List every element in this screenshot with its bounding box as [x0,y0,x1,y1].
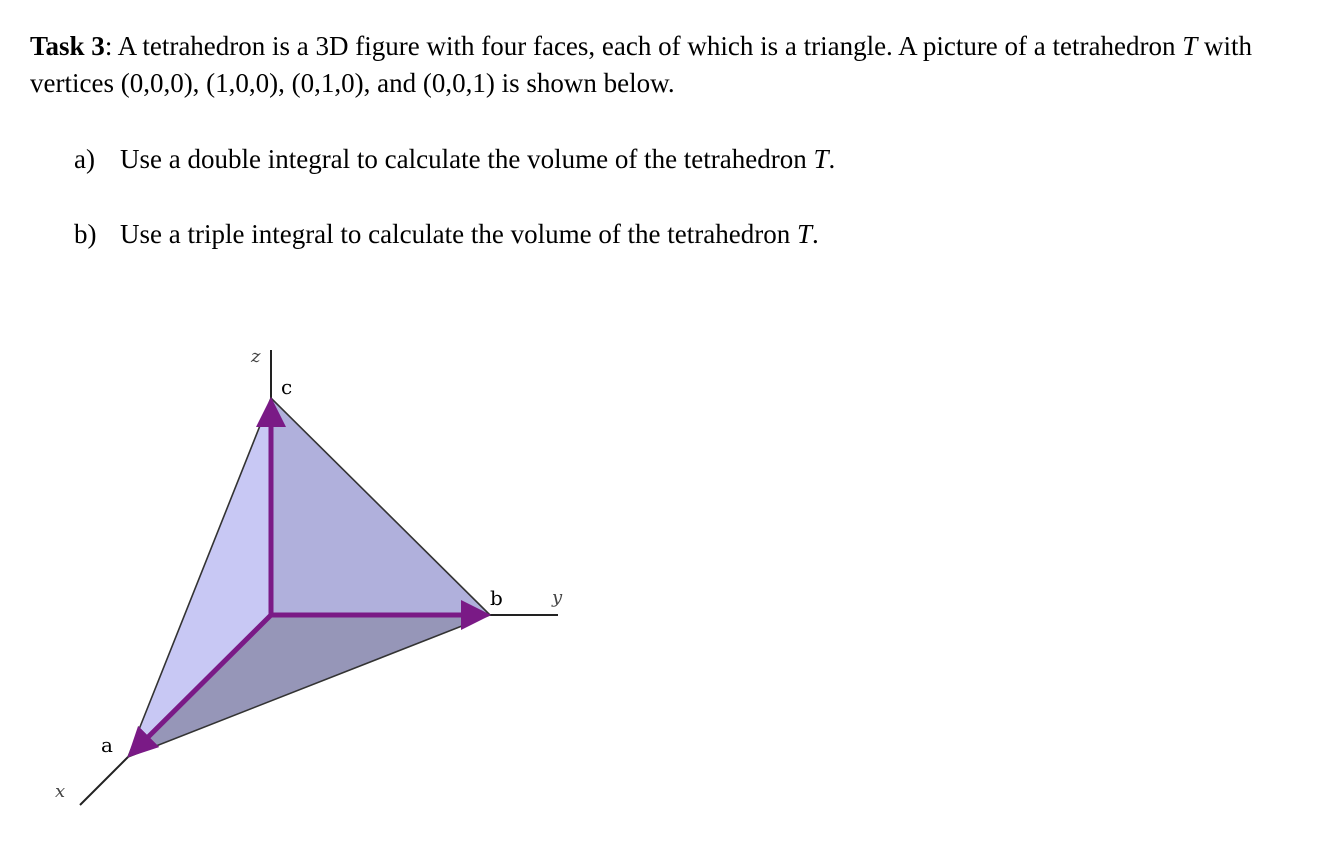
vertex-label-c: c [281,375,293,399]
part-a-text: Use a double integral to calculate the volume of the tetrahedron [120,144,814,174]
part-a-end: . [828,144,836,174]
part-b-var: T [796,219,813,249]
part-b-text: Use a triple integral to calculate the volume of the tetrahedron [120,219,797,249]
task-text-2: with vertices (0,0,0), (1,0,0), (0,1,0), and (0,0,1) is shown below. [30,31,1252,98]
x-axis-line [80,757,128,805]
part-a-letter: a) [74,144,95,174]
task-colon: : [104,31,113,61]
task-label: Task 3 [30,31,105,61]
part-b-letter: b) [74,219,97,249]
vertex-label-a: a [101,733,113,757]
vertex-label-b: b [490,586,503,610]
part-b-end: . [812,219,819,249]
axis-label-y: y [552,587,563,608]
part-a-var: T [813,144,829,174]
tetrahedron-symbol: T [1182,31,1198,61]
axis-label-z: z [251,346,261,367]
task-text-1: A tetrahedron is a 3D figure with four faces, each of which is a triangle. A picture of a tetrahedron [112,31,1183,61]
axis-label-x: x [55,781,66,802]
